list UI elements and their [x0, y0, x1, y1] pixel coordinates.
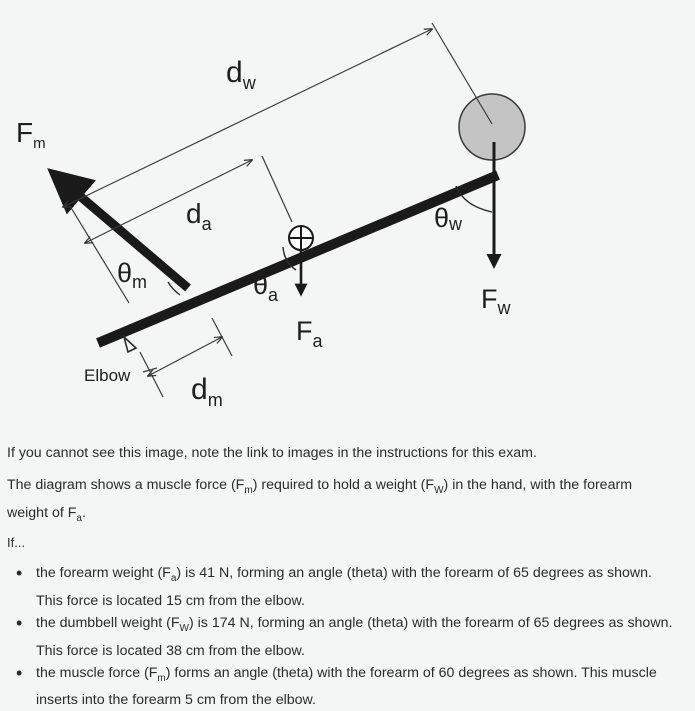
label-theta-w: θw	[434, 203, 463, 234]
label-dw: $d_w$	[226, 56, 256, 93]
image-notice: If you cannot see this image, note the link to images in the instructions for this exam.	[7, 445, 537, 461]
diagram-description: The diagram shows a muscle force $(F_m)$ required to hold a weight $(F_W)$ in the hand, with the forearm weight of $F_a$.	[7, 477, 633, 524]
label-fw: $F_w$	[481, 284, 511, 318]
label-theta-a: $\theta_a$	[253, 270, 279, 305]
list-item: • the muscle force $(F_m)$ forms an angle (theta) with the forearm of 60 degrees as shown. This muscle inserts into the forearm 5 cm from the elbow.	[12, 662, 682, 711]
label-theta-m: $\theta_m$	[117, 258, 148, 292]
list-item: • the forearm weight $(F_a)$ is 41 N, forming an angle (theta) with the forearm of 65 degrees as shown. This force is located 15 cm from the elbow.	[12, 562, 682, 612]
elbow-pivot-icon	[124, 337, 136, 352]
list-item: • the dumbbell weight $(F_W)$ is 174 N, forming an angle (theta) with the forearm of 65 degrees as shown. This force is located 38 cm from the elbow.	[12, 612, 682, 662]
label-fa: $F_a$	[296, 316, 323, 351]
label-da: $d_a$	[186, 198, 212, 234]
center-of-mass-icon	[289, 226, 313, 250]
label-elbow: Elbow	[84, 366, 131, 385]
dumbbell-weight-disc	[459, 94, 525, 160]
given-conditions-list	[12, 562, 682, 711]
label-dm: $d_m$	[191, 373, 223, 410]
label-fm: $F_m$	[16, 117, 46, 152]
if-intro: If...	[7, 535, 26, 550]
